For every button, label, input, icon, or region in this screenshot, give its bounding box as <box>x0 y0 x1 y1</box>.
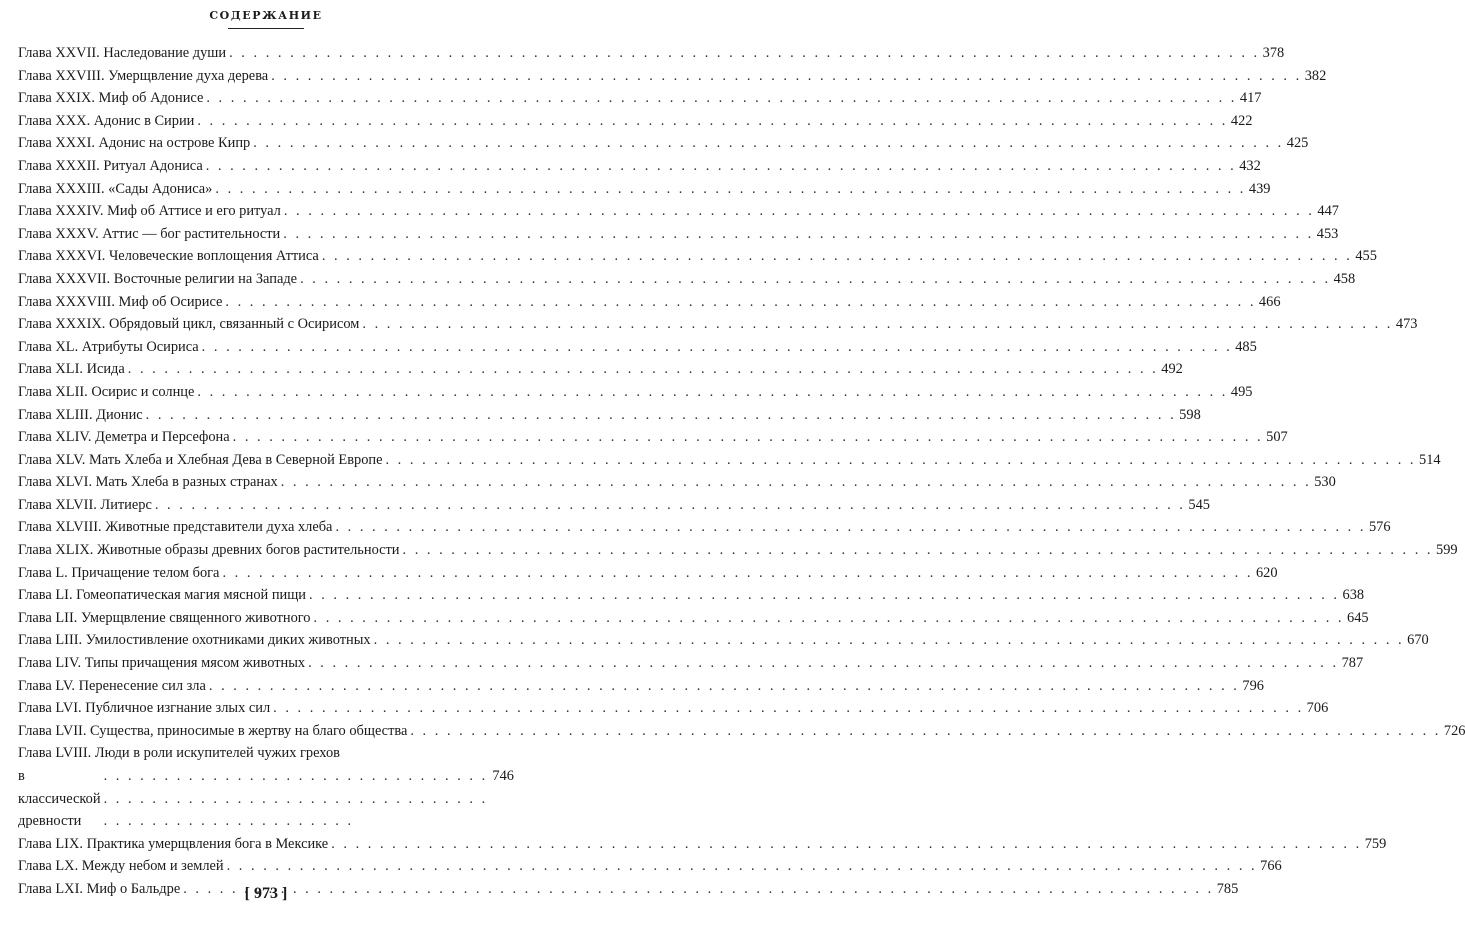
toc-entry-title: Глава LV. Перенесение сил зла <box>18 677 206 694</box>
toc-entry <box>18 833 1387 856</box>
dot-leader <box>215 178 1246 201</box>
toc-entry-page: 432 <box>1239 157 1261 174</box>
toc-entry-title: Глава XXIX. Миф об Адонисе <box>18 90 204 107</box>
dot-leader <box>308 652 1339 675</box>
dot-leader <box>331 833 1362 856</box>
dot-leader <box>281 471 1312 494</box>
toc-entry <box>18 720 1465 743</box>
toc-entry <box>18 539 1458 562</box>
dot-leader <box>128 358 1159 381</box>
toc-entry-page: 785 <box>1216 880 1239 897</box>
dot-leader <box>209 675 1240 698</box>
dot-leader <box>146 404 1177 427</box>
toc-entry <box>18 494 1210 517</box>
toc-entry-page: 447 <box>1317 203 1339 220</box>
toc-entry <box>18 65 1327 88</box>
toc-entry-page: 598 <box>1179 406 1201 423</box>
toc-entry-page: 530 <box>1314 474 1336 491</box>
toc-entry <box>18 155 1261 178</box>
toc-entry <box>18 200 1339 223</box>
dot-leader <box>233 426 1264 449</box>
toc-entry <box>18 336 1257 359</box>
toc-entry-title: Глава XXVII. Наследование души <box>18 45 227 61</box>
toc-entry-title: Глава XLVIII. Животные представители духа хлеба <box>18 519 333 536</box>
toc-entry-title: Глава XLI. Исида <box>18 361 125 378</box>
toc-entry <box>18 855 1282 878</box>
toc-entry-page: 599 <box>1436 542 1458 559</box>
toc-entry-page: 485 <box>1235 338 1257 355</box>
toc-entry-title: Глава LVII. Существа, приносимые в жертву на благо общества <box>18 722 408 739</box>
toc-entry-title: Глава XLIII. Дионис <box>18 406 143 423</box>
toc-entry <box>18 42 1285 65</box>
toc-entry-title: Глава XXXVI. Человеческие воплощения Аттиса <box>18 248 319 265</box>
toc-entry-title: Глава XXXIX. Обрядовый цикл, связанный с Осирисом <box>18 316 360 333</box>
toc-entry <box>18 268 1356 291</box>
toc-entry-title: Глава LII. Умерщвление священного животного <box>18 609 311 626</box>
toc-entry-page: 796 <box>1242 677 1264 694</box>
toc-entry-page: 545 <box>1188 496 1210 513</box>
toc-entry <box>18 110 1253 133</box>
toc-entry-page: 514 <box>1419 451 1441 468</box>
dot-leader <box>155 494 1186 517</box>
dot-leader <box>197 110 1228 133</box>
header-rule <box>228 28 304 29</box>
toc-entry <box>18 245 1377 268</box>
dot-leader <box>227 855 1258 878</box>
toc-entry-page: 425 <box>1286 135 1309 152</box>
toc-entry-page: 382 <box>1304 67 1327 84</box>
toc-entry-title: Глава LI. Гомеопатическая магия мясной пищи <box>18 587 307 604</box>
dot-leader <box>273 697 1304 720</box>
page-header: СОДЕРЖАНИЕ <box>209 9 323 22</box>
toc-entry <box>18 178 1271 201</box>
toc-entry-page: 378 <box>1262 45 1285 61</box>
toc-entry <box>18 449 1441 472</box>
toc-entry-page: 576 <box>1368 519 1391 536</box>
dot-leader <box>284 200 1315 223</box>
toc-entry-title: Глава XXXIII. «Сады Адониса» <box>18 180 213 197</box>
toc-entry-page: 466 <box>1258 293 1281 310</box>
toc-entry-title: Глава LIV. Типы причащения мясом животных <box>18 655 306 672</box>
toc-entry-page: 645 <box>1347 609 1369 626</box>
toc-entry <box>18 381 1253 404</box>
dot-leader <box>222 562 1253 585</box>
toc-entry <box>18 132 1309 155</box>
toc-entry-title: Глава XXVIII. Умерщвление духа дерева <box>18 67 269 84</box>
toc-entry <box>18 471 1336 494</box>
toc-entry-page: 455 <box>1355 248 1377 265</box>
toc-entry <box>18 516 1391 539</box>
toc-entry <box>18 675 1264 698</box>
toc-entry-title: Глава XXXVIII. Миф об Осирисе <box>18 293 223 310</box>
toc-entry-page: 670 <box>1407 632 1429 649</box>
toc-entry-page: 422 <box>1230 112 1253 129</box>
dot-leader <box>197 381 1228 404</box>
dot-leader <box>410 720 1441 743</box>
toc-entry-title: Глава XLV. Мать Хлеба и Хлебная Дева в Северной Европе <box>18 451 383 468</box>
dot-leader <box>385 449 1416 472</box>
toc-entry <box>18 404 1201 427</box>
dot-leader <box>314 607 1345 630</box>
toc-entry <box>18 562 1278 585</box>
dot-leader <box>309 584 1340 607</box>
toc-entry-title: Глава XXXV. Аттис — бог растительности <box>18 225 281 242</box>
toc-entry-title: Глава XXXI. Адонис на острове Кипр <box>18 135 251 152</box>
toc-entry-page: 638 <box>1342 587 1365 604</box>
toc-entry-title: Глава XXXVII. Восточные религии на Западе <box>18 270 298 287</box>
toc-entry-page: 759 <box>1364 835 1387 852</box>
toc-entry-page: 706 <box>1306 700 1329 717</box>
toc-entry <box>18 358 1183 381</box>
dot-leader <box>335 516 1366 539</box>
toc-entry-title: Глава XLVI. Мать Хлеба в разных странах <box>18 474 278 491</box>
toc-entry <box>18 87 1262 110</box>
page-number: [ 973 ] <box>244 885 288 902</box>
toc-entry-title: Глава L. Причащение телом бога <box>18 564 220 581</box>
toc-entry-page: 439 <box>1248 180 1271 197</box>
toc-entry-page: 766 <box>1260 858 1282 875</box>
toc-entry <box>18 742 514 832</box>
dot-leader <box>225 291 1256 314</box>
dot-leader <box>104 765 490 833</box>
toc-entry-title: Глава LIX. Практика умерщвления бога в Мексике <box>18 835 329 852</box>
dot-leader <box>253 132 1284 155</box>
table-of-contents <box>18 42 1465 901</box>
toc-entry-title: Глава LX. Между небом и землей <box>18 858 224 875</box>
dot-leader <box>206 155 1237 178</box>
toc-entry-title: Глава XXXII. Ритуал Адониса <box>18 157 203 174</box>
toc-entry <box>18 426 1288 449</box>
toc-entry <box>18 313 1418 336</box>
toc-entry-title: Глава XL. Атрибуты Осириса <box>18 338 199 355</box>
toc-entry-title: Глава LXI. Миф о Бальдре <box>18 880 181 897</box>
toc-entry <box>18 584 1365 607</box>
toc-entry-page: 495 <box>1230 383 1253 400</box>
toc-entry-page: 507 <box>1266 429 1288 446</box>
dot-leader <box>229 42 1260 65</box>
toc-entry-page: 458 <box>1333 270 1356 287</box>
dot-leader <box>206 87 1237 110</box>
toc-entry-title: Глава LVI. Публичное изгнание злых сил <box>18 700 271 717</box>
dot-leader <box>322 245 1353 268</box>
toc-entry <box>18 607 1369 630</box>
toc-entry <box>18 291 1281 314</box>
dot-leader <box>271 65 1302 88</box>
dot-leader <box>300 268 1331 291</box>
toc-entry-page: 417 <box>1239 90 1262 107</box>
dot-leader <box>362 313 1393 336</box>
toc-entry <box>18 223 1339 246</box>
toc-entry-page: 746 <box>492 768 514 784</box>
toc-entry-title: Глава XLVII. Литиерс <box>18 496 152 513</box>
toc-entry-page: 473 <box>1395 316 1418 333</box>
toc-entry-page: 726 <box>1443 722 1465 739</box>
toc-entry-title: Глава LIII. Умилостивление охотниками диких животных <box>18 632 371 649</box>
toc-entry <box>18 697 1329 720</box>
dot-leader <box>374 629 1405 652</box>
toc-entry-page: 620 <box>1255 564 1278 581</box>
toc-entry-page: 453 <box>1316 225 1339 242</box>
toc-entry-title: Глава XXXIV. Миф об Аттисе и его ритуал <box>18 203 281 220</box>
toc-entry-title-continued: в классической древности <box>18 768 101 830</box>
dot-leader <box>283 223 1314 246</box>
toc-entry-title: Глава XLII. Осирис и солнце <box>18 383 195 400</box>
toc-entry <box>18 652 1364 675</box>
toc-entry-title: Глава XLIV. Деметра и Персефона <box>18 429 230 446</box>
toc-entry-title: Глава XLIX. Животные образы древних богов растительности <box>18 542 400 559</box>
toc-entry-page: 492 <box>1161 361 1183 378</box>
toc-entry <box>18 629 1429 652</box>
dot-leader <box>403 539 1434 562</box>
dot-leader <box>202 336 1233 359</box>
toc-entry-page: 787 <box>1341 655 1364 672</box>
toc-entry-title: Глава LVIII. Люди в роли искупителей чужих грехов <box>18 745 340 762</box>
toc-entry-title: Глава XXX. Адонис в Сирии <box>18 112 195 129</box>
